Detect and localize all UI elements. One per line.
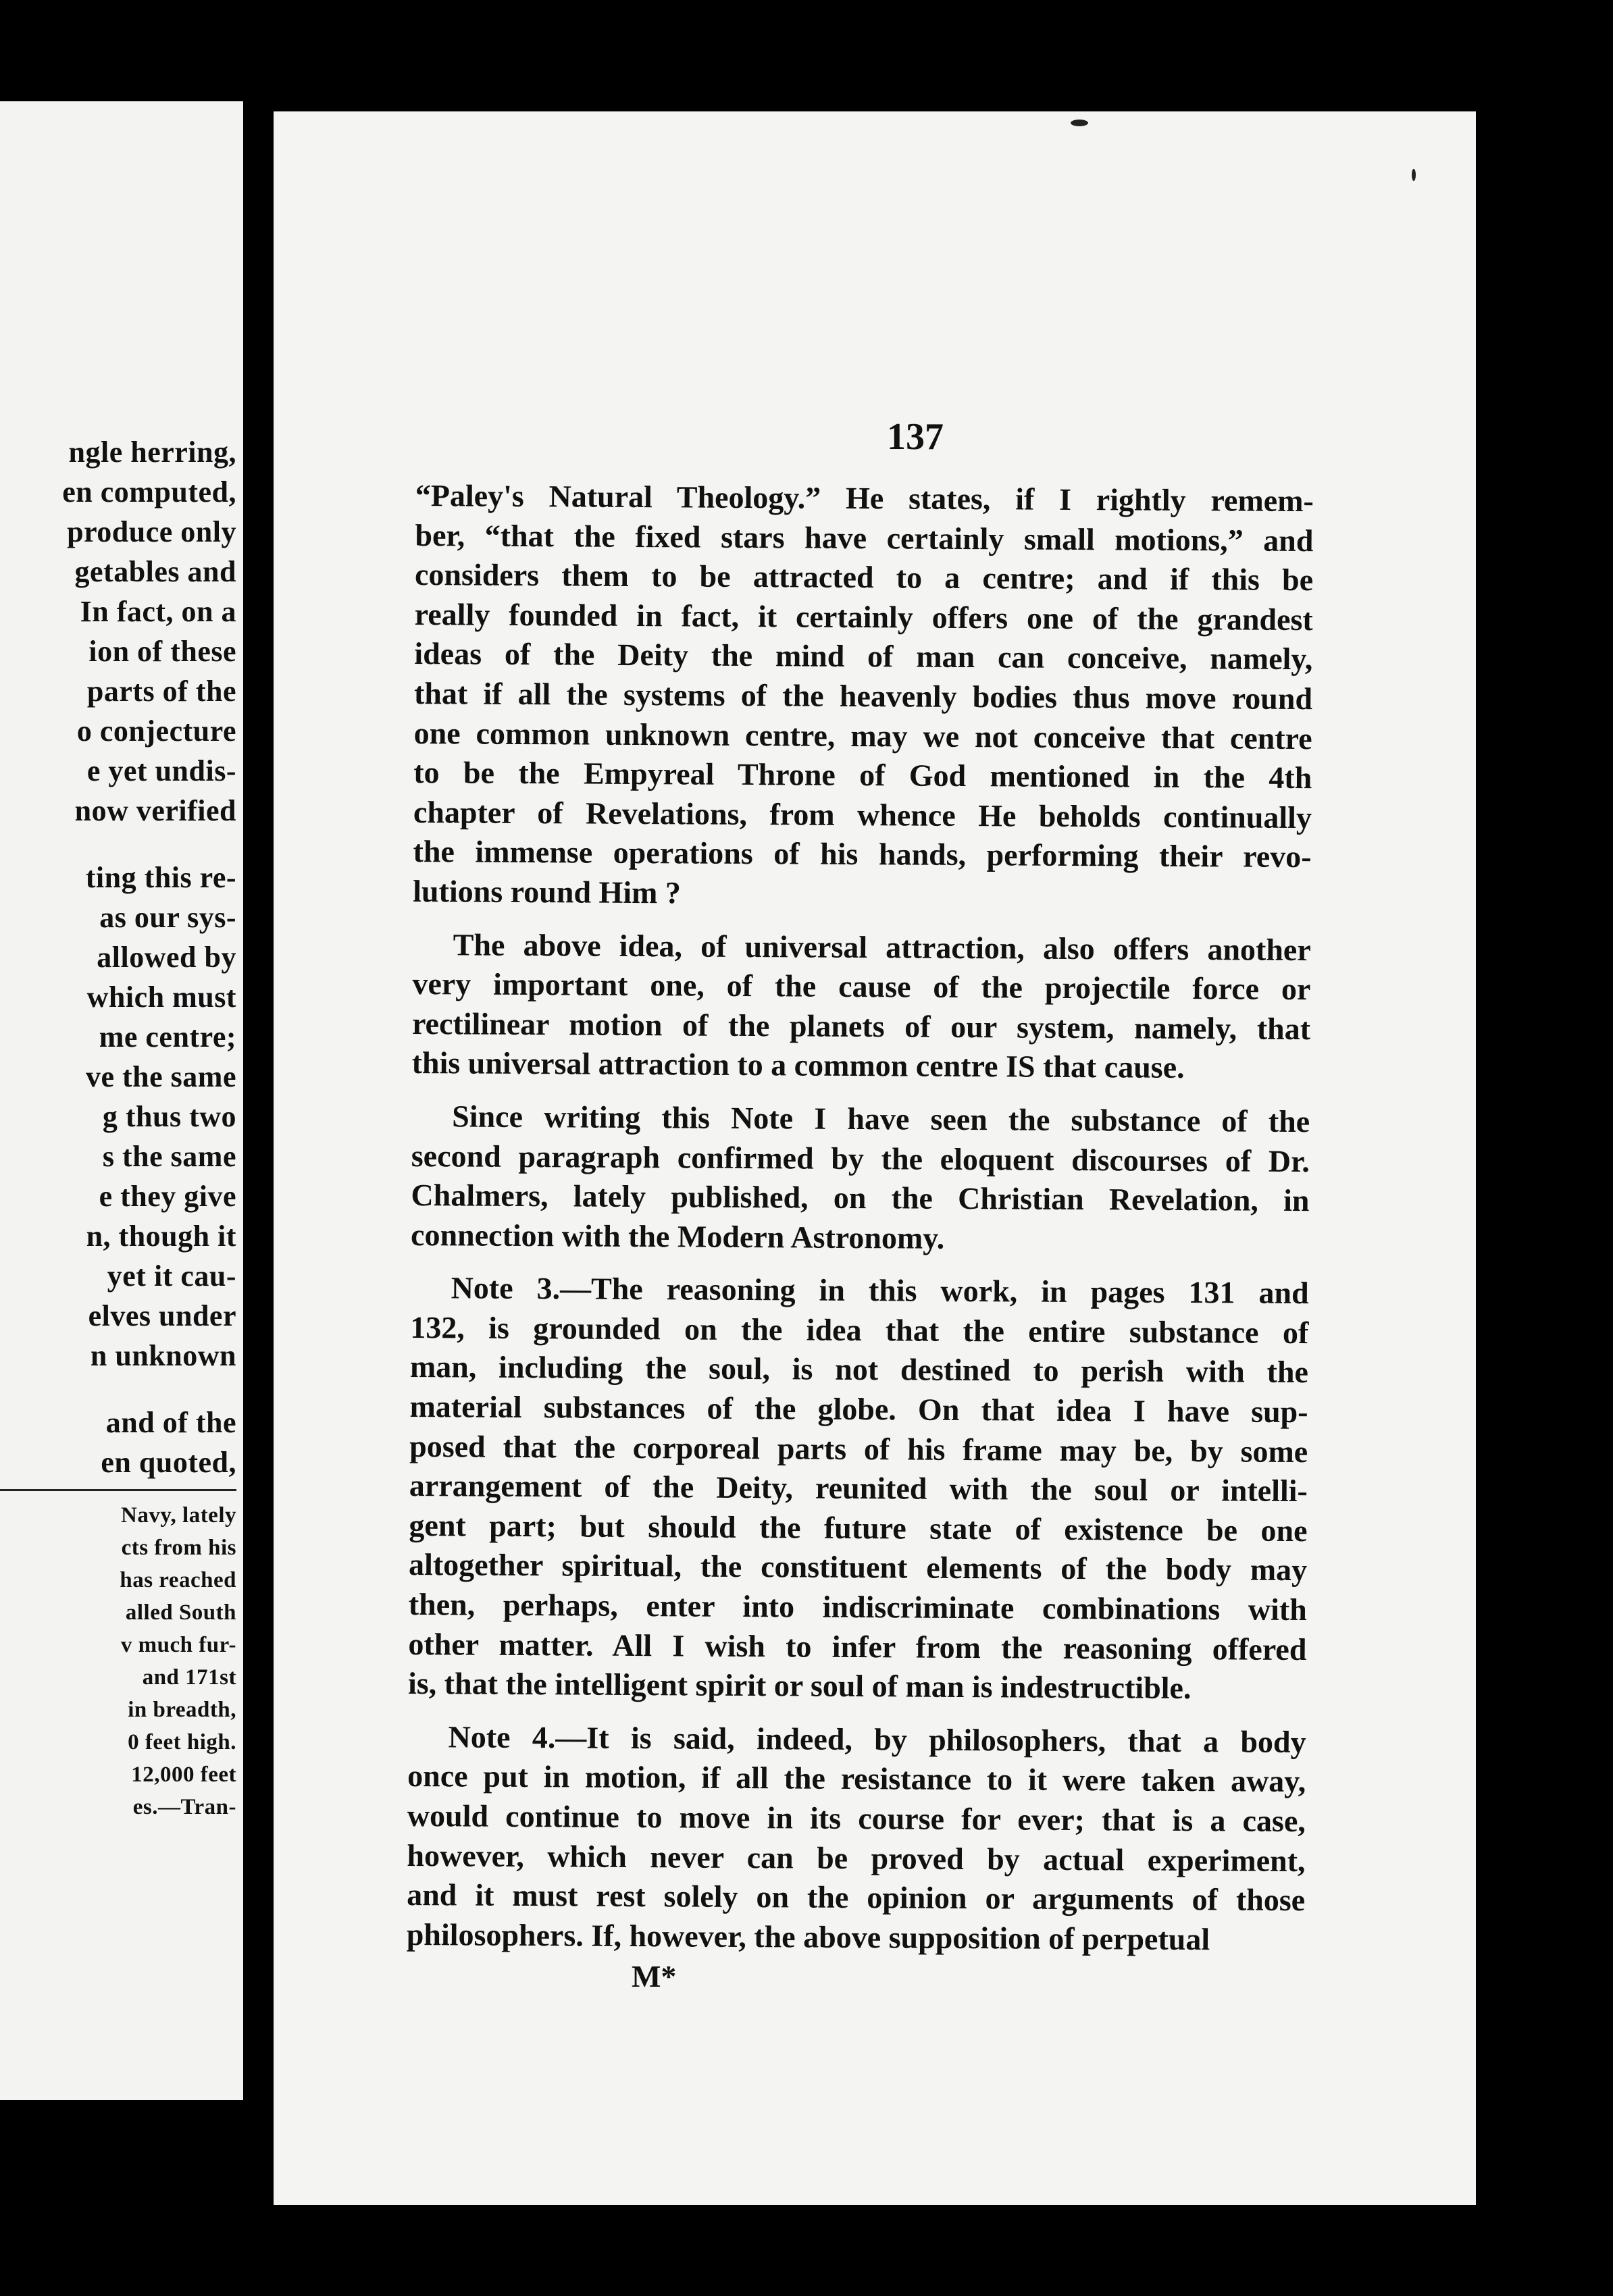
page-blemish xyxy=(1412,169,1416,181)
text-line: connection with the Modern Astronomy. xyxy=(410,1217,945,1255)
text-line: is, that the intelligent spirit or soul of man is indestructible. xyxy=(407,1666,1192,1706)
text-line: considers them to be attracted to a centre; and if this be xyxy=(414,557,1314,598)
text-line: Note 3.—The reasoning in this work, in pages 131 and xyxy=(451,1270,1309,1311)
text-line: 132, is grounded on the idea that the entire substance of xyxy=(410,1309,1309,1350)
paragraph xyxy=(412,925,1311,1089)
facing-page-line: now verified xyxy=(74,794,236,827)
facing-page-footnote-line: and 171st xyxy=(142,1665,236,1690)
facing-page-line: ngle herring, xyxy=(68,436,236,469)
text-line: rectilinear motion of the planets of our system, namely, that xyxy=(411,1006,1311,1046)
facing-page-line: s the same xyxy=(102,1140,236,1173)
facing-page-footnote-line: Navy, lately xyxy=(121,1503,236,1528)
text-line: then, perhaps, enter into indiscriminate combinations with xyxy=(408,1587,1307,1627)
text-line: the immense operations of his hands, performing their revo- xyxy=(413,834,1312,875)
facing-page-footnote-line: 0 feet high. xyxy=(128,1730,236,1754)
text-line: arrangement of the Deity, reunited with the soul or intelli- xyxy=(409,1468,1308,1509)
text-line: ideas of the Deity the mind of man can conceive, namely, xyxy=(414,636,1313,677)
facing-page-line: ion of these xyxy=(88,635,236,668)
page-blemish xyxy=(1071,120,1088,126)
text-line: would continue to move in its course for ever; that is a case, xyxy=(407,1798,1306,1839)
paragraph-gap xyxy=(0,831,236,858)
text-line: and it must rest solely on the opinion or arguments of those xyxy=(407,1877,1306,1918)
page-body-text xyxy=(407,476,1314,1960)
paragraph xyxy=(413,476,1314,917)
facing-page-line: elves under xyxy=(88,1299,236,1332)
facing-page-footnote-line: cts from his xyxy=(121,1536,236,1560)
facing-page-line: n, though it xyxy=(86,1220,236,1253)
text-line: this universal attraction to a common centre IS that cause. xyxy=(411,1045,1185,1085)
facing-page-line: as our sys- xyxy=(99,901,236,934)
text-line: however, which never can be proved by actual experiment, xyxy=(407,1837,1306,1878)
paragraph xyxy=(408,1268,1309,1709)
facing-page-line: ve the same xyxy=(86,1060,236,1093)
text-line: material substances of the globe. On that idea I have sup- xyxy=(409,1389,1308,1430)
facing-page-line: getables and xyxy=(74,555,236,588)
facing-page-line: ting this re- xyxy=(85,861,236,894)
facing-page-line: g thus two xyxy=(102,1100,236,1133)
text-line: very important one, of the cause of the projectile force or xyxy=(412,966,1311,1007)
facing-page-line: me centre; xyxy=(99,1020,236,1053)
facing-page-fragment xyxy=(0,101,243,2100)
facing-page-line: and of the xyxy=(105,1406,236,1439)
facing-page-line: en quoted, xyxy=(101,1446,236,1479)
text-line: gent part; but should the future state of existence be one xyxy=(409,1507,1308,1548)
facing-page-line: e yet undis- xyxy=(86,754,236,787)
text-line: Chalmers, lately published, on the Christian Revelation, in xyxy=(411,1178,1310,1218)
text-line: Note 4.—It is said, indeed, by philosophers, that a body xyxy=(448,1719,1306,1759)
facing-page-footnote-line: alled South xyxy=(125,1600,236,1625)
facing-page-line: allowed by xyxy=(97,941,236,974)
text-line: chapter of Revelations, from whence He beholds continually xyxy=(413,794,1312,835)
page-number: 137 xyxy=(887,416,944,458)
facing-page-footnote-line: v much fur- xyxy=(120,1633,236,1657)
text-line: that if all the systems of the heavenly bodies thus move round xyxy=(413,675,1313,716)
facing-page-footnote-line: es.—Tran- xyxy=(132,1795,236,1819)
text-line: one common unknown centre, may we not conceive that centre xyxy=(413,715,1312,756)
text-line: second paragraph confirmed by the eloquent discourses of Dr. xyxy=(411,1138,1310,1178)
facing-page-line: e they give xyxy=(99,1180,236,1213)
text-line: lutions round Him ? xyxy=(413,873,682,910)
footnote-rule xyxy=(0,1489,236,1491)
facing-page-footnote-line: 12,000 feet xyxy=(131,1763,236,1787)
facing-page-line: o conjecture xyxy=(76,714,236,748)
facing-page-footnote-line: in breadth, xyxy=(128,1698,236,1722)
book-page xyxy=(274,111,1476,2205)
text-line: “Paley's Natural Theology.” He states, if I rightly remem- xyxy=(415,477,1314,519)
paragraph xyxy=(407,1717,1306,1960)
signature-mark: M* xyxy=(632,1959,677,1993)
facing-page-line: parts of the xyxy=(86,675,236,708)
text-line: Since writing this Note I have seen the substance of the xyxy=(452,1099,1310,1139)
text-line: The above idea, of universal attraction, also offers another xyxy=(453,927,1311,967)
text-line: ber, “that the fixed stars have certainly small motions,” and xyxy=(415,517,1314,558)
text-line: altogether spiritual, the constituent elements of the body may xyxy=(408,1547,1308,1588)
text-line: really founded in fact, it certainly offers one of the grandest xyxy=(414,596,1313,637)
facing-page-line: en computed, xyxy=(62,475,236,508)
paragraph-gap xyxy=(0,1376,236,1403)
facing-page-line: In fact, on a xyxy=(80,595,236,628)
facing-page-line: produce only xyxy=(67,515,236,548)
facing-page-line: n unknown xyxy=(90,1339,236,1372)
facing-page-footnote-line: has reached xyxy=(120,1568,236,1592)
text-line: philosophers. If, however, the above supposition of perpetual xyxy=(406,1916,1210,1957)
facing-page-line: which must xyxy=(86,981,236,1014)
text-line: man, including the soul, is not destined to perish with the xyxy=(409,1349,1309,1390)
text-line: to be the Empyreal Throne of God mentioned in the 4th xyxy=(413,755,1312,795)
text-line: other matter. All I wish to infer from the reasoning offered xyxy=(408,1626,1307,1667)
text-line: posed that the corporeal parts of his frame may be, by some xyxy=(409,1428,1308,1469)
text-line: once put in motion, if all the resistance to it were taken away, xyxy=(407,1758,1306,1799)
facing-page-text xyxy=(0,432,236,1823)
facing-page-line: yet it cau- xyxy=(107,1259,236,1293)
paragraph xyxy=(411,1097,1310,1260)
